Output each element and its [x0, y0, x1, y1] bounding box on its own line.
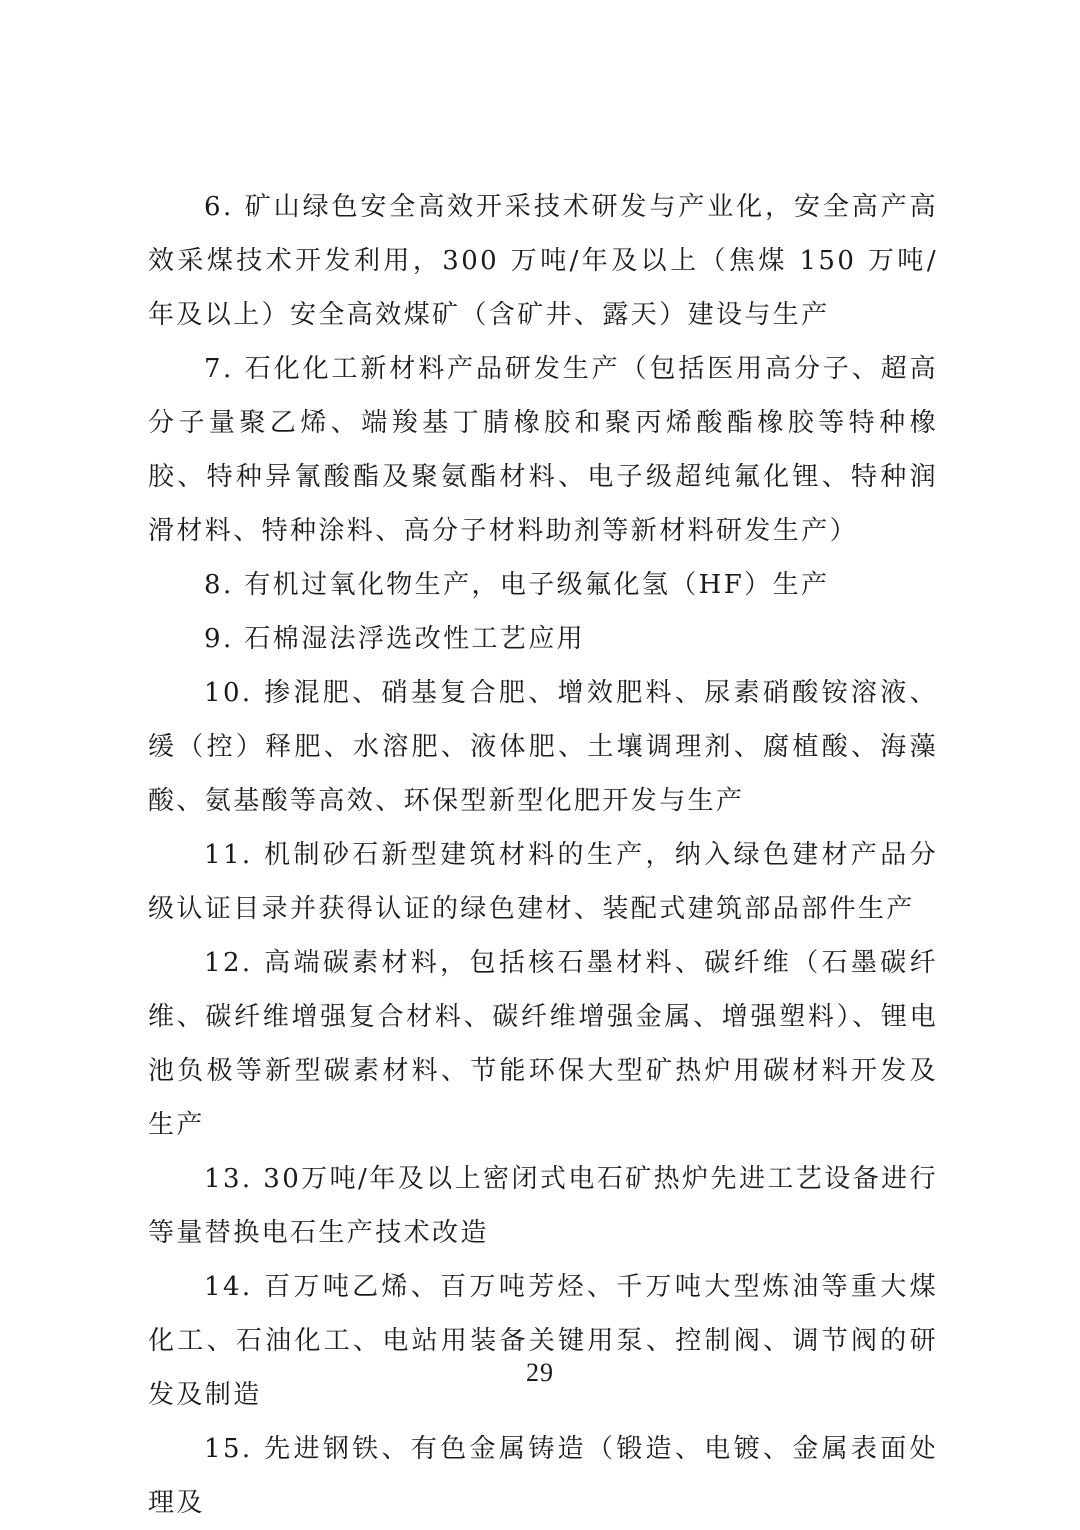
list-item-11: 11. 机制砂石新型建筑材料的生产，纳入绿色建材产品分级认证目录并获得认证的绿色建材、装配式建筑部品部件生产 — [148, 840, 938, 924]
document-body — [148, 180, 938, 1530]
list-item-10: 10. 掺混肥、硝基复合肥、增效肥料、尿素硝酸铵溶液、缓（控）释肥、水溶肥、液体肥、土壤调理剂、腐植酸、海藻酸、氨基酸等高效、环保型新型化肥开发与生产 — [148, 678, 938, 816]
page-number: 29 — [526, 1358, 554, 1387]
list-item-7: 7. 石化化工新材料产品研发生产（包括医用高分子、超高分子量聚乙烯、端羧基丁腈橡胶和聚丙烯酸酯橡胶等特种橡胶、特种异氰酸酯及聚氨酯材料、电子级超纯氟化锂、特种润滑材料、特种涂料、高分子材料助剂等新材料研发生产） — [148, 354, 938, 546]
list-item-13: 13. 30万吨/年及以上密闭式电石矿热炉先进工艺设备进行等量替换电石生产技术改造 — [148, 1164, 938, 1248]
list-item-8: 8. 有机过氧化物生产，电子级氟化氢（HF）生产 — [204, 570, 830, 600]
list-item-15: 15. 先进钢铁、有色金属铸造（锻造、电镀、金属表面处理及 — [148, 1434, 938, 1518]
list-item-6: 6. 矿山绿色安全高效开采技术研发与产业化，安全高产高效采煤技术开发利用，300 万吨/年及以上（焦煤 150 万吨/年及以上）安全高效煤矿（含矿井、露天）建设与生产 — [148, 192, 938, 330]
list-item-14: 14. 百万吨乙烯、百万吨芳烃、千万吨大型炼油等重大煤化工、石油化工、电站用装备关键用泵、控制阀、调节阀的研发及制造 — [148, 1272, 938, 1410]
list-item-12: 12. 高端碳素材料，包括核石墨材料、碳纤维（石墨碳纤维、碳纤维增强复合材料、碳纤维增强金属、增强塑料）、锂电池负极等新型碳素材料、节能环保大型矿热炉用碳材料开发及生产 — [148, 948, 938, 1140]
list-item-9: 9. 石棉湿法浮选改性工艺应用 — [204, 624, 586, 654]
